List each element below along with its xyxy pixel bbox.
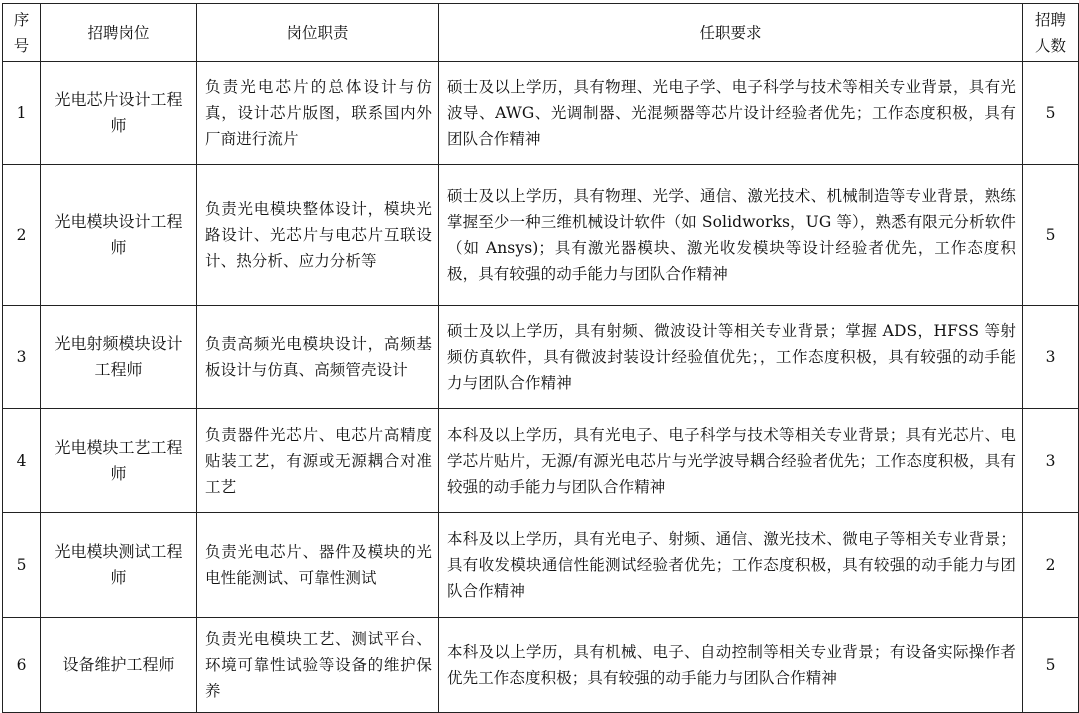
row-count: 5 — [1023, 165, 1079, 306]
row-count: 5 — [1023, 618, 1079, 713]
table-row — [3, 306, 1079, 409]
row-index: 6 — [3, 618, 41, 713]
header-index: 序号 — [3, 4, 41, 62]
row-count: 3 — [1023, 306, 1079, 409]
row-position: 光电模块设计工程师 — [41, 165, 197, 306]
row-requirements: 本科及以上学历，具有光电子、电子科学与技术等相关专业背景；具有光芯片、电学芯片贴片，无源/有源光电芯片与光学波导耦合经验者优先；工作态度积极，具有较强的动手能力与团队合作精神 — [439, 409, 1023, 513]
row-duties: 负责光电模块工艺、测试平台、环境可靠性试验等设备的维护保养 — [197, 618, 439, 713]
table-row — [3, 409, 1079, 513]
row-count: 5 — [1023, 62, 1079, 165]
table-row — [3, 513, 1079, 618]
row-duties: 负责光电芯片的总体设计与仿真，设计芯片版图，联系国内外厂商进行流片 — [197, 62, 439, 165]
header-requirements: 任职要求 — [439, 4, 1023, 62]
row-index: 2 — [3, 165, 41, 306]
row-duties: 负责器件光芯片、电芯片高精度贴装工艺，有源或无源耦合对准工艺 — [197, 409, 439, 513]
table-header-row — [3, 4, 1079, 62]
row-index: 1 — [3, 62, 41, 165]
row-count: 3 — [1023, 409, 1079, 513]
recruitment-table — [2, 3, 1079, 713]
row-position: 光电射频模块设计工程师 — [41, 306, 197, 409]
row-requirements: 硕士及以上学历，具有物理、光电子学、电子科学与技术等相关专业背景，具有光波导、AWG、光调制器、光混频器等芯片设计经验者优先；工作态度积极，具有团队合作精神 — [439, 62, 1023, 165]
row-index: 3 — [3, 306, 41, 409]
header-duties: 岗位职责 — [197, 4, 439, 62]
row-position: 光电模块测试工程师 — [41, 513, 197, 618]
row-requirements: 本科及以上学历，具有机械、电子、自动控制等相关专业背景；有设备实际操作者优先工作态度积极；具有较强的动手能力与团队合作精神 — [439, 618, 1023, 713]
row-duties: 负责高频光电模块设计，高频基板设计与仿真、高频管壳设计 — [197, 306, 439, 409]
header-position: 招聘岗位 — [41, 4, 197, 62]
table-row — [3, 62, 1079, 165]
row-index: 5 — [3, 513, 41, 618]
row-position: 光电模块工艺工程师 — [41, 409, 197, 513]
row-position: 设备维护工程师 — [41, 618, 197, 713]
row-requirements: 本科及以上学历，具有光电子、射频、通信、激光技术、微电子等相关专业背景；具有收发模块通信性能测试经验者优先；工作态度积极，具有较强的动手能力与团队合作精神 — [439, 513, 1023, 618]
header-count: 招聘人数 — [1023, 4, 1079, 62]
table-row — [3, 165, 1079, 306]
row-duties: 负责光电芯片、器件及模块的光电性能测试、可靠性测试 — [197, 513, 439, 618]
row-count: 2 — [1023, 513, 1079, 618]
row-index: 4 — [3, 409, 41, 513]
row-requirements: 硕士及以上学历，具有物理、光学、通信、激光技术、机械制造等专业背景，熟练掌握至少一种三维机械设计软件（如 Solidworks，UG 等），熟悉有限元分析软件（如 Ansys)；具有激光器模块、激光收发模块等设计经验者优先，工作态度积极，具有较强的动手能力与团队合作精神 — [439, 165, 1023, 306]
row-duties: 负责光电模块整体设计，模块光路设计、光芯片与电芯片互联设计、热分析、应力分析等 — [197, 165, 439, 306]
row-position: 光电芯片设计工程师 — [41, 62, 197, 165]
row-requirements: 硕士及以上学历，具有射频、微波设计等相关专业背景；掌握 ADS，HFSS 等射频仿真软件，具有微波封装设计经验值优先；，工作态度积极，具有较强的动手能力与团队合作精神 — [439, 306, 1023, 409]
table-row — [3, 618, 1079, 713]
